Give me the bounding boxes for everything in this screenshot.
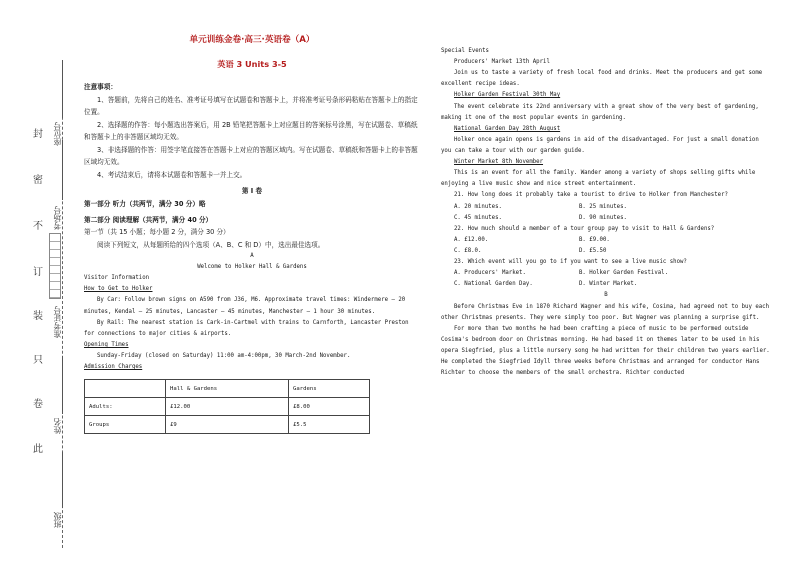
option: D. Winter Market. — [579, 281, 638, 288]
option: B. £9.00. — [579, 236, 610, 243]
binding-glyph: 卷 — [33, 399, 43, 410]
event-garden-day: National Garden Day 28th August — [454, 125, 561, 132]
options-22 — [441, 246, 771, 257]
admission-number-boxes[interactable] — [49, 233, 61, 299]
options-21 — [441, 202, 771, 213]
table-cell — [85, 380, 166, 398]
table-cell: Groups — [85, 416, 166, 434]
option: C. National Garden Day. — [454, 281, 533, 288]
option: D. £5.50 — [579, 247, 607, 254]
passage-title: Welcome to Holker Hall & Gardens — [197, 264, 307, 271]
admission-heading: Admission Charges — [84, 364, 143, 371]
question-23: 23. Which event will you go to if you want to see a live music show? — [454, 259, 687, 266]
admission-table — [84, 379, 370, 434]
options-22 — [441, 235, 771, 246]
volume-heading: 第 I 卷 — [241, 187, 263, 196]
option: A. Producers' Market. — [454, 270, 526, 277]
option: C. 45 minutes. — [454, 214, 502, 221]
by-car-text: By Car: Follow brown signs on A590 from J36, M6. Approximate travel times: Windermere — 20 minutes, Kendal — 25 minutes, Lancaster — 45 minutes, Manchester — 1 hour 30 minutes. — [84, 297, 406, 315]
table-cell: £12.00 — [166, 398, 289, 416]
event-text: Holker once again opens is gardens in aid of the disadvantaged. For just a small donation you can take a tour with our garden guide. — [441, 136, 759, 154]
binding-glyph: 订 — [33, 267, 43, 278]
binding-glyph: 只 — [33, 355, 43, 366]
event-producers: Producers' Market 13th April — [454, 59, 550, 66]
by-rail-text: By Rail: The nearest station is Cark-in-Cartmel with trains to Carnforth, Lancaster Preston for connections to major cities & airports. — [84, 319, 409, 337]
binding-glyph: 装 — [33, 311, 43, 322]
opening-heading: Opening Times — [84, 341, 129, 348]
admission-number-field: 准考证号 — [53, 306, 62, 338]
option: C. £8.0. — [454, 247, 482, 254]
binding-glyph: 此 — [33, 444, 43, 455]
event-festival: Holker Garden Festival 30th May — [454, 92, 561, 99]
exam-room-line — [62, 140, 63, 200]
class-line — [62, 452, 63, 508]
option: A. 20 minutes. — [454, 203, 502, 210]
table-cell: Gardens — [289, 380, 370, 398]
note-item: 4、考试结束后，请将本试题卷和答题卡一并上交。 — [97, 170, 247, 179]
note-item: 3、非选择题的作答：用签字笔直接答在答题卡上对应的答题区域内。写在试题卷、草稿纸和答题卡上的非答题区域均无效。 — [84, 145, 418, 167]
option: D. 90 minutes. — [579, 214, 627, 221]
event-winter-market: Winter Market 8th November — [454, 159, 544, 166]
exam-room-field: 考场号 — [53, 206, 62, 230]
question-21: 21. How long does it probably take a tourist to drive to Holker from Manchester? — [454, 192, 728, 199]
part-one: 第一部分 听力（共两节，满分 30 分）略 — [84, 199, 206, 208]
note-item: 2、选择题的作答：每小题选出答案后，用 2B 铅笔把答题卡上对应题目的答案标号涂黑，写在试题卷、草稿纸和答题卡上的非答题区域均无效。 — [84, 120, 418, 142]
passage-b-paragraph: Before Christmas Eve in 1870 Richard Wagner and his wife, Cosima, had agreed not to buy each other Christmas presents. They were simply too poor. But Wagner was planning a surprise gift. — [441, 303, 770, 321]
event-text: This is an event for all the family. Wander among a variety of shops selling gifts while enjoying a live music show and nice street entertainment. — [441, 170, 756, 188]
table-cell: £5.5 — [289, 416, 370, 434]
how-to-heading: How to Get to Holker — [84, 286, 153, 293]
binding-glyph: 密 — [33, 175, 43, 186]
name-field: 姓名 — [53, 418, 62, 434]
seat-number-line — [62, 60, 63, 118]
table-cell: £8.00 — [289, 398, 370, 416]
options-21 — [441, 213, 771, 224]
options-23 — [441, 268, 771, 279]
option: B. Holker Garden Festival. — [579, 270, 669, 277]
binding-glyph: 不 — [33, 221, 43, 232]
table-cell: £9 — [166, 416, 289, 434]
table-row — [85, 416, 370, 434]
paper-subtitle: 英语 3 Units 3-5 — [217, 59, 287, 70]
question-22: 22. How much should a member of a tour group pay to visit to Hall & Gardens? — [454, 225, 715, 232]
name-line — [62, 356, 63, 414]
table-row — [85, 380, 370, 398]
passage-letter-a: A — [250, 253, 254, 260]
passage-b-paragraph: For more than two months he had been crafting a piece of music to be performed outside Cosima's bedroom door on Christmas morning. He had based it on themes later to be used in his opera Siegfried, plus a little nursery song he had written for their children two years earlier. He completed the Siegfried Idyll three weeks before Christmas and arranged for conductor Hans Richter to choose the members of the small orchestra. Richter conducted — [441, 325, 770, 377]
option: A. £12.00. — [454, 236, 489, 243]
class-field: 班级 — [53, 512, 62, 528]
option: B. 25 minutes. — [579, 203, 627, 210]
table-cell: Adults: — [85, 398, 166, 416]
special-events-heading: Special Events — [441, 48, 489, 54]
reading-instruction: 阅读下列短文，从每题所给的四个选项（A、B、C 和 D）中，选出最佳选项。 — [97, 240, 325, 249]
table-cell: Hall & Gardens — [166, 380, 289, 398]
notes-heading: 注意事项： — [84, 83, 117, 92]
table-row — [85, 398, 370, 416]
opening-text: Sunday-Friday (closed on Saturday) 11:00 am-4:00pm, 30 March-2nd November. — [97, 353, 351, 360]
paper-title: 单元训练金卷·高三·英语卷（A） — [189, 35, 315, 45]
right-column — [441, 46, 771, 379]
part-two: 第二部分 阅读理解（共两节，满分 40 分） — [84, 215, 213, 224]
options-23 — [441, 279, 771, 290]
event-text: The event celebrate its 22nd anniversary with a great show of the very best of gardening, making it one of the most popular events in gardening. — [441, 103, 759, 121]
seat-number-field: 座位号 — [53, 122, 62, 146]
binding-glyph: 封 — [33, 129, 43, 140]
left-column — [84, 34, 420, 434]
section-one: 第一节（共 15 小题；每小题 2 分，满分 30 分） — [84, 228, 230, 237]
visitor-info: Visitor Information — [84, 275, 150, 282]
note-item: 1、答题前，先将自己的姓名、准考证号填写在试题卷和答题卡上，并将准考证号条形码粘贴在答题卡上的指定位置。 — [84, 95, 418, 117]
event-text: Join us to taste a variety of fresh local food and drinks. Meet the producers and get some excellent recipe ideas. — [441, 70, 763, 88]
passage-letter-b: B — [604, 292, 608, 299]
